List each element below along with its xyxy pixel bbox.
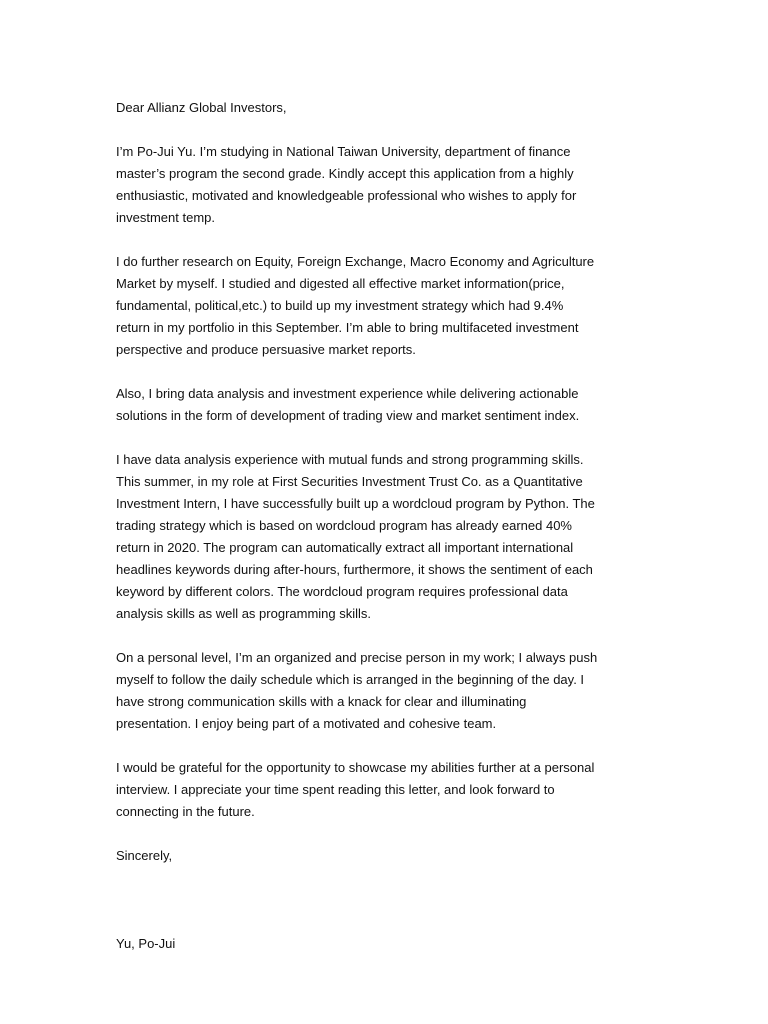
paragraph-line: connecting in the future. — [116, 804, 255, 819]
paragraph-line: I have data analysis experience with mutual funds and strong programming skills. — [116, 452, 584, 467]
paragraph-line: I’m Po-Jui Yu. I’m studying in National Taiwan University, department of finance — [116, 144, 571, 159]
paragraph-line: analysis skills as well as programming skills. — [116, 606, 372, 621]
paragraph-line: perspective and produce persuasive market reports. — [116, 342, 416, 357]
paragraph-research — [116, 251, 658, 361]
paragraph-line: enthusiastic, motivated and knowledgeable professional who wishes to apply for — [116, 188, 577, 203]
paragraph-line: investment temp. — [116, 210, 215, 225]
paragraph-line: solutions in the form of development of trading view and market sentiment index. — [116, 408, 580, 423]
paragraph-analysis — [116, 383, 658, 427]
paragraph-line: I would be grateful for the opportunity to showcase my abilities further at a personal — [116, 760, 595, 775]
paragraph-line: return in 2020. The program can automatically extract all important international — [116, 540, 574, 555]
paragraph-line: return in my portfolio in this September. I’m able to bring multifaceted investment — [116, 320, 579, 335]
paragraph-line: trading strategy which is based on wordcloud program has already earned 40% — [116, 518, 572, 533]
paragraph-line: Market by myself. I studied and digested all effective market information(price, — [116, 276, 565, 291]
greeting: Dear Allianz Global Investors, — [116, 100, 287, 115]
signature-block — [116, 933, 658, 955]
paragraph-closing-remarks — [116, 757, 658, 823]
paragraph-line: This summer, in my role at First Securities Investment Trust Co. as a Quantitative — [116, 474, 583, 489]
signature: Yu, Po-Jui — [116, 936, 176, 951]
closing: Sincerely, — [116, 848, 173, 863]
paragraph-line: fundamental, political,etc.) to build up my investment strategy which had 9.4% — [116, 298, 564, 313]
paragraph-line: On a personal level, I’m an organized and precise person in my work; I always push — [116, 650, 598, 665]
paragraph-line: master’s program the second grade. Kindly accept this application from a highly — [116, 166, 574, 181]
paragraph-line: myself to follow the daily schedule which is arranged in the beginning of the day. I — [116, 672, 585, 687]
paragraph-line: have strong communication skills with a knack for clear and illuminating — [116, 694, 527, 709]
paragraph-line: presentation. I enjoy being part of a motivated and cohesive team. — [116, 716, 497, 731]
closing-block — [116, 845, 658, 867]
signature-space — [116, 889, 658, 933]
greeting-block — [116, 97, 658, 119]
paragraph-personal — [116, 647, 658, 735]
paragraph-line: Also, I bring data analysis and investment experience while delivering actionable — [116, 386, 579, 401]
paragraph-line: interview. I appreciate your time spent reading this letter, and look forward to — [116, 782, 555, 797]
paragraph-line: I do further research on Equity, Foreign Exchange, Macro Economy and Agriculture — [116, 254, 595, 269]
paragraph-line: Investment Intern, I have successfully built up a wordcloud program by Python. The — [116, 496, 595, 511]
paragraph-intro — [116, 141, 658, 229]
paragraph-line: keyword by different colors. The wordcloud program requires professional data — [116, 584, 568, 599]
paragraph-line: headlines keywords during after-hours, furthermore, it shows the sentiment of each — [116, 562, 593, 577]
paragraph-experience — [116, 449, 658, 625]
